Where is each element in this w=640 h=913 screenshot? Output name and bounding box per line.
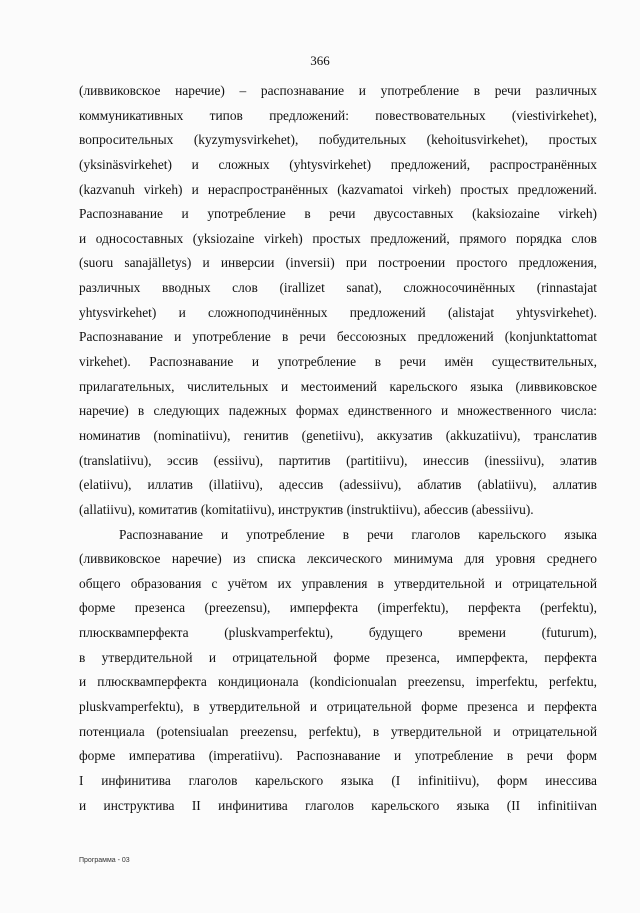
text-line: и инструктива II инфинитива глаголов карельского языка (II infinitiivan — [79, 797, 597, 813]
text-line: Распознавание и употребление в речи бессоюзных предложений (konjunktattomat — [79, 329, 597, 345]
text-line: pluskvamperfektu), в утвердительной и отрицательной форме презенса и перфекта — [79, 699, 597, 715]
page-number: 366 — [310, 53, 330, 68]
text-line: (allatiivu), комитатив (komitatiivu), инструктив (instruktiivu), абессив (abessiivu). — [79, 501, 534, 517]
text-line: I инфинитива глаголов карельского языка (I infinitiivu), форм инессива — [79, 772, 597, 788]
text-line: прилагательных, числительных и местоимений карельского языка (ливвиковское — [79, 378, 597, 394]
text-line: и плюсквамперфекта кондиционала (kondicionualan preezensu, imperfektu, perfektu, — [79, 674, 597, 690]
text-line: (ливвиковское наречие) из списка лексического минимума для уровня среднего — [79, 551, 597, 567]
paragraph-first-line: Распознавание и употребление в речи глаголов карельского языка — [119, 526, 597, 542]
text-line: (ливвиковское наречие) – распознавание и употребление в речи различных — [79, 83, 597, 98]
text-line: (kazvanuh virkeh) и нераспространённых (kazvamatoi virkeh) простых предложений. — [79, 181, 597, 197]
text-line: в утвердительной и отрицательной форме презенса, имперфекта, перфекта — [79, 649, 597, 665]
text-line: (translatiivu), эссив (essiivu), партитив (partitiivu), инессив (inessiivu), элатив — [79, 452, 597, 468]
text-line: форме презенса (preezensu), имперфекта (imperfektu), перфекта (perfektu), — [79, 600, 597, 616]
text-line: плюсквамперфекта (pluskvamperfektu), будущего времени (futurum), — [79, 625, 597, 641]
text-line: virkehet). Распознавание и употребление в речи имён существительных, — [79, 354, 597, 370]
text-line: различных вводных слов (irallizet sanat), сложносочинённых (rinnastajat — [79, 280, 597, 296]
text-line: (yksinäsvirkehet) и сложных (yhtysvirkehet) предложений, распространённых — [79, 156, 597, 172]
text-line: (elatiivu), иллатив (illatiivu), адессив (adessiivu), аблатив (ablatiivu), аллатив — [79, 477, 597, 493]
footer-label: Программа - 03 — [79, 857, 130, 864]
text-line: общего образования с учётом их управления в утвердительной и отрицательной — [79, 575, 597, 591]
text-line: наречие) в следующих падежных формах единственного и множественного числа: — [79, 403, 597, 419]
text-line: вопросительных (kyzymysvirkehet), побудительных (kehoitusvirkehet), простых — [79, 132, 597, 148]
text-line: Распознавание и употребление в речи двусоставных (kaksiozaine virkeh) — [79, 206, 597, 222]
text-line: коммуникативных типов предложений: повествовательных (viestivirkehet), — [79, 107, 597, 123]
text-line: потенциала (potensiualan preezensu, perfektu), в утвердительной и отрицательной — [79, 723, 597, 739]
text-line: форме императива (imperatiivu). Распознавание и употребление в речи форм — [79, 748, 597, 764]
text-line: и односоставных (yksiozaine virkeh) простых предложений, прямого порядка слов — [79, 230, 597, 246]
text-line: yhtysvirkehet) и сложноподчинённых предложений (alistajat yhtysvirkehet). — [79, 304, 597, 320]
text-line: (suoru sanajälletys) и инверсии (inversii) при построении простого предложения, — [79, 255, 597, 271]
text-line: номинатив (nominatiivu), генитив (genetiivu), аккузатив (akkuzatiivu), транслатив — [79, 427, 597, 443]
body-text — [79, 79, 597, 818]
